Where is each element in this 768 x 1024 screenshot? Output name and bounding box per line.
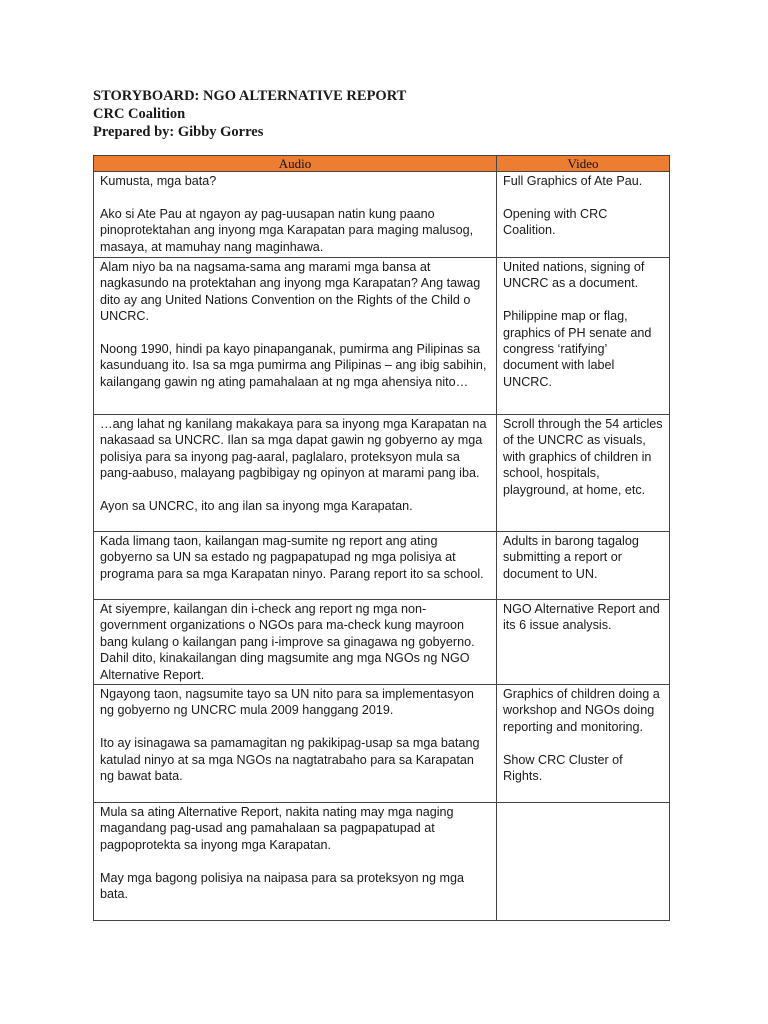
video-cell bbox=[497, 258, 670, 415]
audio-paragraph: Ako si Ate Pau at ngayon ay pag-uusapan natin kung paano pinoprotektahan ang inyong mga Karapatan para maging malusog, masaya, at mamuhay nang maginhawa. bbox=[100, 206, 474, 254]
audio-column-header: Audio bbox=[94, 156, 497, 172]
audio-paragraph: Kumusta, mga bata? bbox=[100, 174, 217, 188]
video-paragraph: Show CRC Cluster of Rights. bbox=[503, 752, 623, 784]
audio-paragraph: Mula sa ating Alternative Report, nakita nating may mga naging magandang pag-usad ang pamahalaan sa pagpapatupad at pagpoprotekta sa inyong mga Karapatan. bbox=[100, 805, 454, 852]
audio-cell bbox=[94, 415, 497, 532]
video-paragraph: Opening with CRC Coalition. bbox=[503, 206, 608, 238]
table-row bbox=[94, 803, 670, 921]
video-cell bbox=[497, 685, 670, 803]
audio-paragraph: Ngayong taon, nagsumite tayo sa UN nito para sa implementasyon ng gobyerno ng UNCRC mula 2009 hanggang 2019. bbox=[100, 687, 474, 718]
table-row bbox=[94, 685, 670, 803]
video-cell bbox=[497, 803, 670, 921]
video-paragraph: Full Graphics of Ate Pau. bbox=[503, 174, 643, 188]
coalition-name: CRC Coalition bbox=[93, 106, 186, 122]
document-header bbox=[93, 87, 673, 141]
video-cell bbox=[497, 532, 670, 600]
table-row bbox=[94, 600, 670, 685]
audio-cell bbox=[94, 685, 497, 803]
storyboard-table bbox=[93, 155, 670, 921]
audio-cell bbox=[94, 600, 497, 685]
table-row bbox=[94, 258, 670, 415]
video-paragraph: United nations, signing of UNCRC as a document. bbox=[503, 260, 645, 291]
audio-paragraph: May mga bagong polisiya na naipasa para sa proteksyon ng mga bata. bbox=[100, 870, 465, 902]
audio-cell bbox=[94, 258, 497, 415]
audio-paragraph: …ang lahat ng kanilang makakaya para sa inyong mga Karapatan na nakasaad sa UNCRC. Ilan sa mga dapat gawin ng gobyerno ay mga polisiya para sa inyong pag-aaral, paglalaro, proteksyon mula sa pang-aabuso, malayang pagbibigay ng opinyon at marami pang iba. bbox=[100, 417, 487, 481]
video-paragraph: Adults in barong tagalog submitting a report or document to UN. bbox=[503, 534, 639, 581]
audio-cell bbox=[94, 532, 497, 600]
video-cell bbox=[497, 172, 670, 258]
audio-paragraph: Noong 1990, hindi pa kayo pinapanganak, pumirma ang Pilipinas sa kasunduang ito. Isa sa mga pumirma ang Pilipinas – ang ibig sabihin, kailangang gawin ng ating pamahalaan at ng mga ahensiya nito… bbox=[100, 342, 487, 389]
audio-paragraph: Kada limang taon, kailangan mag-sumite ng report ang ating gobyerno sa UN sa estado ng pagpapatupad ng mga polisiya at programa para sa mga Karapatan ninyo. Parang report ito sa school. bbox=[100, 534, 484, 581]
audio-paragraph: At siyempre, kailangan din i-check ang report ng mga non-government organizations o NGOs para ma-check kung mayroon bang kulang o kailangan pang i-improve sa ginagawa ng gobyerno. Dahil dito, kinakailangan ding magsumite ang mga NGOs ng NGO Alternative Report. bbox=[100, 602, 475, 682]
video-cell bbox=[497, 600, 670, 685]
video-column-header: Video bbox=[497, 156, 670, 172]
table-header-row bbox=[94, 156, 670, 172]
audio-paragraph: Ito ay isinagawa sa pamamagitan ng pakikipag-usap sa mga batang katulad ninyo at sa mga NGOs na nagtatrabaho para sa Karapatan ng bawat bata. bbox=[100, 736, 480, 784]
video-cell bbox=[497, 415, 670, 532]
video-paragraph: Scroll through the 54 articles of the UNCRC as visuals, with graphics of children in school, hospitals, playground, at home, etc. bbox=[503, 417, 663, 497]
video-paragraph: NGO Alternative Report and its 6 issue analysis. bbox=[503, 602, 660, 633]
audio-cell bbox=[94, 803, 497, 921]
video-paragraph: Graphics of children doing a workshop and NGOs doing reporting and monitoring. bbox=[503, 687, 660, 734]
table-row bbox=[94, 532, 670, 600]
table-row bbox=[94, 172, 670, 258]
document-title: STORYBOARD: NGO ALTERNATIVE REPORT bbox=[93, 88, 407, 104]
audio-paragraph: Ayon sa UNCRC, ito ang ilan sa inyong mga Karapatan. bbox=[100, 499, 413, 514]
audio-paragraph: Alam niyo ba na nagsama-sama ang marami mga bansa at nagkasundo na protektahan ang inyong mga Karapatan? Ang tawag dito ay ang United Nations Convention on the Rights of the Child o UNCRC. bbox=[100, 260, 481, 324]
table-row bbox=[94, 415, 670, 532]
video-paragraph: Philippine map or flag, graphics of PH senate and congress ‘ratifying’ document with label UNCRC. bbox=[503, 309, 652, 389]
audio-cell bbox=[94, 172, 497, 258]
prepared-by: Prepared by: Gibby Gorres bbox=[93, 124, 264, 140]
